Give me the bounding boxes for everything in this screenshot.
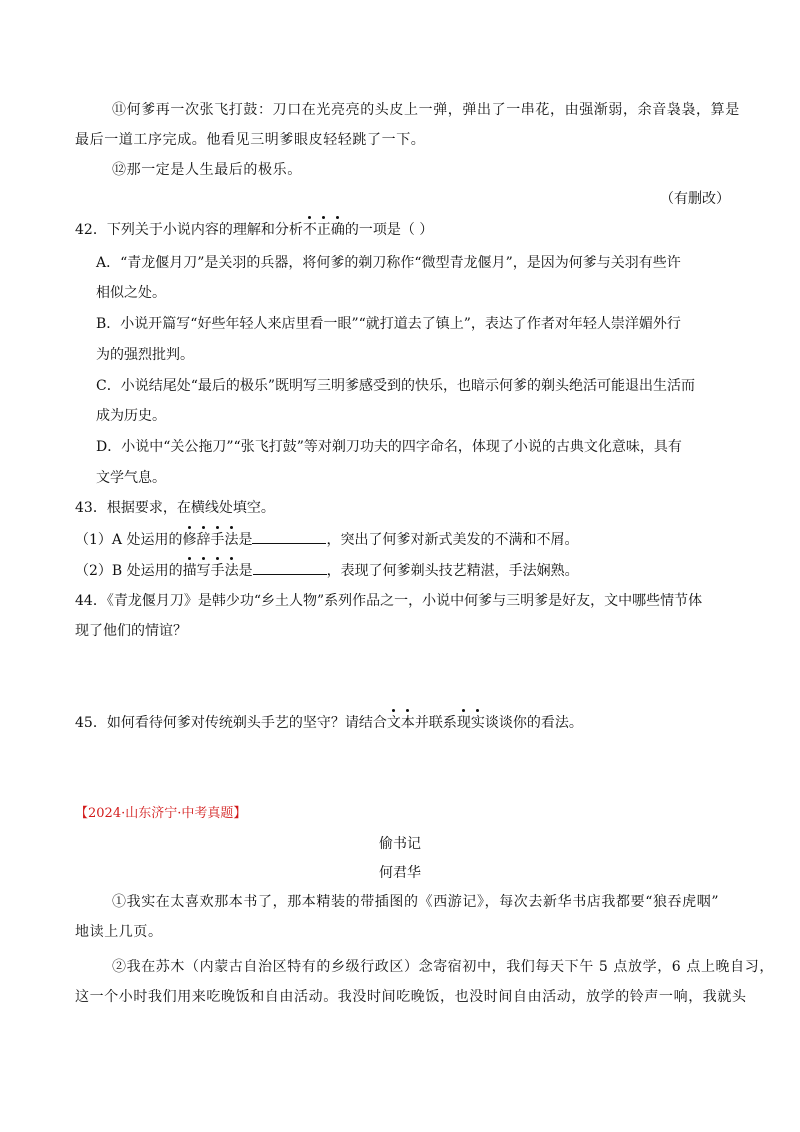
option-d-line2: 文学气息。 (96, 470, 166, 486)
option-b-line2: 为的强烈批判。 (96, 347, 194, 363)
paragraph-1-line1: ①我实在太喜欢那本书了，那本精装的带插图的《西游记》，每次去新华书店我都要“狼吞虎咽” (112, 894, 720, 910)
question-43-sub2 (75, 560, 579, 581)
paragraph-2-line2: 这一个小时我们用来吃晚饭和自由活动。我没时间吃晚饭，也没时间自由活动，放学的铃声一响，我就头 (75, 989, 747, 1005)
question-44-line1: 44．《青龙偃月刀》是韩少功“乡土人物”系列作品之一，小说中何爹与三明爹是好友，文中哪些情节体 (75, 593, 703, 609)
emphasis-char: 法 (224, 532, 239, 548)
question-42-stem-post: 的一项是（ ） (344, 222, 434, 238)
option-b-line1: B．小说开篇写“好些年轻人来店里看一眼”“就打道去了镇上”，表达了作者对年轻人崇洋媚外行 (96, 316, 681, 332)
emphasis-char: 手 (210, 532, 225, 548)
question-42-stem-pre: 42．下列关于小说内容的理解和分析 (75, 222, 303, 238)
emphasis-char: 确 (330, 222, 345, 238)
option-a-line2: 相似之处。 (96, 285, 166, 301)
sub1-pre: （1）A 处运用的 (75, 532, 183, 548)
question-44-line2: 现了他们的情谊？ (75, 623, 187, 639)
sub1-post: ，突出了何爹对新式美发的不满和不屑。 (326, 532, 579, 548)
emphasis-char: 不 (302, 222, 317, 238)
emphasis-char: 实 (470, 715, 485, 731)
question-43-stem: 43．根据要求，在横线处填空。 (75, 500, 275, 516)
paragraph-12: ⑫那一定是人生最后的极乐。 (112, 162, 302, 178)
emphasis-char: 现 (456, 715, 471, 731)
question-45-post: 谈谈你的看法。 (484, 715, 583, 731)
paragraph-1-line2: 地读上几页。 (75, 924, 163, 940)
emphasis-char: 正 (316, 222, 331, 238)
answer-blank[interactable] (252, 529, 326, 544)
question-43-sub1 (75, 529, 578, 550)
question-45 (75, 713, 583, 733)
emphasis-char: 写 (196, 563, 211, 579)
paragraph-11-line1: ⑪何爹再一次张飞打鼓：刀口在光亮亮的头皮上一弹，弹出了一串花，由强渐弱，余音袅袅，算是 (112, 102, 740, 118)
emphasis-char: 本 (400, 715, 415, 731)
emphasis-char: 描 (182, 563, 197, 579)
option-d-line1: D．小说中“关公拖刀”“张飞打鼓”等对剃刀功夫的四字命名，体现了小说的古典文化意味，具有 (96, 439, 682, 455)
sub2-mid: 是 (238, 563, 253, 579)
paragraph-11-line2: 最后一道工序完成。他看见三明爹眼皮轻轻跳了一下。 (75, 132, 426, 148)
emphasis-char: 文 (386, 715, 401, 731)
emphasis-char: 修 (182, 532, 197, 548)
question-45-pre: 45．如何看待何爹对传统剃头手艺的坚守？请结合 (75, 715, 387, 731)
question-45-mid: 并联系 (414, 715, 457, 731)
source-tag: 【2024·山东济宁·中考真题】 (75, 806, 247, 821)
passage-title: 偷书记 (379, 836, 421, 852)
emphasis-char: 手 (210, 563, 225, 579)
answer-blank[interactable] (253, 560, 327, 575)
emphasis-char: 法 (224, 563, 239, 579)
sub1-mid: 是 (238, 532, 253, 548)
option-c-line2: 成为历史。 (96, 408, 166, 424)
question-42-stem (75, 220, 433, 240)
sub2-post: ，表现了何爹剃头技艺精湛，手法娴熟。 (326, 563, 579, 579)
option-a-line1: A．“青龙偃月刀”是关羽的兵器，将何爹的剃刀称作“微型青龙偃月”，是因为何爹与关羽有些许 (96, 255, 681, 271)
source-note: （有删改） (660, 191, 730, 207)
option-c-line1: C．小说结尾处“最后的极乐”既明写三明爹感受到的快乐，也暗示何爹的剃头绝活可能退出生活而 (96, 378, 696, 394)
sub2-pre: （2）B 处运用的 (75, 563, 183, 579)
paragraph-2-line1: ②我在苏木（内蒙古自治区特有的乡级行政区）念寄宿初中，我们每天下午 5 点放学，6 点上晚自习， (112, 959, 774, 975)
emphasis-char: 辞 (196, 532, 211, 548)
passage-author: 何君华 (379, 865, 421, 881)
